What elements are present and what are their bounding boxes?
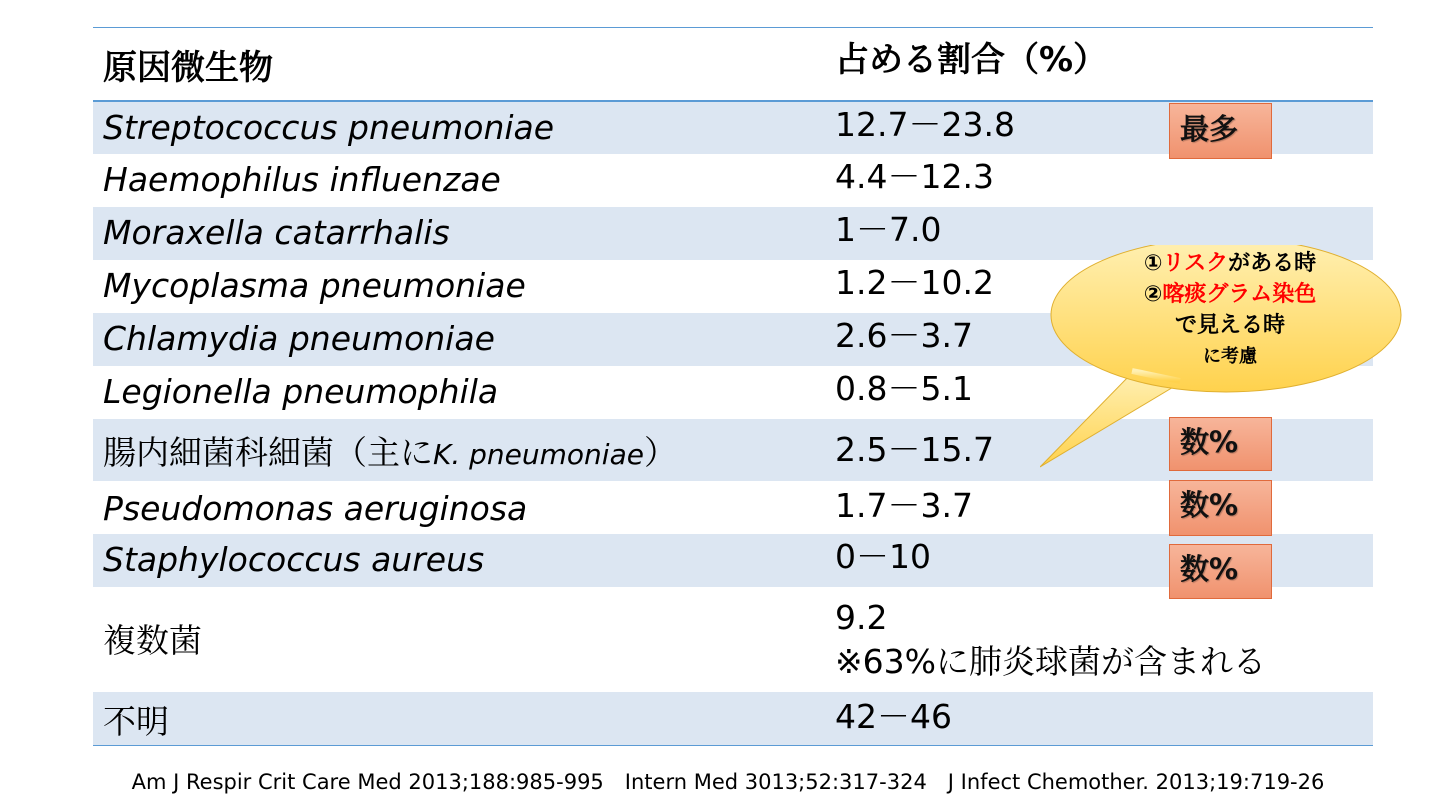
tag-most-common: 最多 bbox=[1169, 103, 1272, 159]
table-bottom-rule bbox=[93, 745, 1373, 746]
callout-line-2: ②喀痰グラム染色 bbox=[1143, 282, 1317, 307]
organism-range: 0－10 bbox=[835, 537, 931, 576]
callout-line-4: に考慮 bbox=[1203, 346, 1257, 367]
organism-name-suffix: ） bbox=[643, 433, 677, 472]
organism-range: 42－46 bbox=[835, 697, 952, 736]
organism-range: 1－7.0 bbox=[835, 210, 942, 249]
organism-range: 0.8－5.1 bbox=[835, 369, 973, 408]
organism-range: 4.4－12.3 bbox=[835, 157, 994, 196]
tag-few-percent: 数% bbox=[1169, 417, 1272, 471]
organism-range: 2.6－3.7 bbox=[835, 316, 973, 355]
organism-name bbox=[103, 427, 677, 474]
organism-name: Staphylococcus aureus bbox=[103, 540, 485, 579]
table-header bbox=[93, 28, 1373, 100]
organism-range: 12.7－23.8 bbox=[835, 105, 1015, 144]
callout-line-1: ①リスクがある時 bbox=[1143, 251, 1317, 276]
tag-few-percent: 数% bbox=[1169, 544, 1272, 599]
organism-range: 9.2 bbox=[835, 598, 888, 637]
organism-name: Pseudomonas aeruginosa bbox=[103, 489, 528, 528]
organism-name-italic: K. pneumoniae bbox=[433, 438, 644, 471]
callout-text bbox=[1080, 248, 1380, 372]
organism-name: Streptococcus pneumoniae bbox=[103, 108, 555, 147]
organism-range: 1.7－3.7 bbox=[835, 486, 973, 525]
tag-few-percent: 数% bbox=[1169, 480, 1272, 536]
callout-line-3: で見える時 bbox=[1174, 313, 1285, 338]
header-percentage: 占める割合（%） bbox=[835, 40, 1108, 80]
header-microorganism: 原因微生物 bbox=[103, 48, 273, 88]
table-row bbox=[93, 692, 1373, 745]
organism-name: Mycoplasma pneumoniae bbox=[103, 266, 526, 305]
references: Am J Respir Crit Care Med 2013;188:985-995 Intern Med 3013;52:317-324 J Infect Chemother. 2013;19:719-26 bbox=[131, 770, 1325, 794]
organism-name: Legionella pneumophila bbox=[103, 372, 499, 411]
organism-range: 1.2－10.2 bbox=[835, 263, 994, 302]
organism-name: Chlamydia pneumoniae bbox=[103, 319, 495, 358]
organism-note: ※63%に肺炎球菌が含まれる bbox=[835, 642, 1266, 681]
organism-name: 不明 bbox=[103, 702, 169, 741]
organism-name: Haemophilus influenzae bbox=[103, 160, 501, 199]
table-row bbox=[93, 587, 1373, 692]
organism-name: 複数菌 bbox=[103, 621, 202, 660]
organism-name-prefix: 腸内細菌科細菌（主に bbox=[103, 433, 433, 472]
organism-range: 2.5－15.7 bbox=[835, 430, 994, 469]
organism-name: Moraxella catarrhalis bbox=[103, 213, 450, 252]
table-row bbox=[93, 154, 1373, 207]
